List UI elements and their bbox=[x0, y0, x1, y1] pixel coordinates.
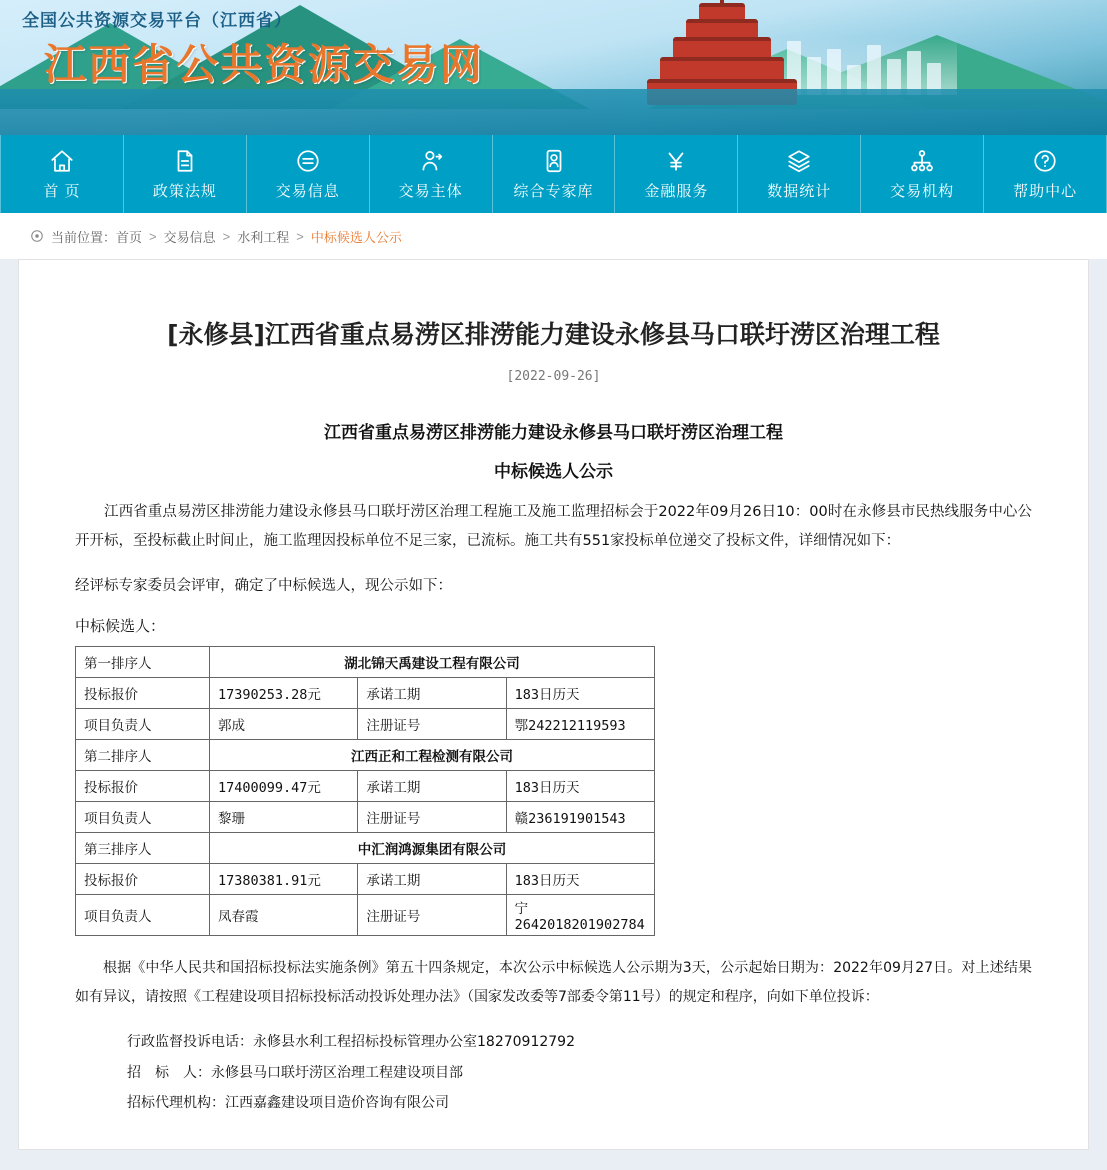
site-banner bbox=[0, 0, 1107, 135]
price-value: 17400099.47元 bbox=[210, 771, 358, 802]
content-wrapper bbox=[0, 259, 1107, 1170]
company-name: 中汇润鸿源集团有限公司 bbox=[210, 833, 655, 864]
main-navigation bbox=[0, 135, 1107, 213]
breadcrumb-item-home[interactable]: 首页 bbox=[116, 229, 143, 245]
home-icon bbox=[49, 148, 75, 174]
manager-label: 项目负责人 bbox=[76, 895, 210, 936]
nav-label: 交易信息 bbox=[275, 182, 340, 200]
publish-date: [2022-09-26] bbox=[506, 368, 601, 384]
duration-value: 183日历天 bbox=[506, 678, 654, 709]
site-title: 江西省公共资源交易网 bbox=[44, 40, 485, 89]
document-subtitle-project: 江西省重点易涝区排涝能力建设永修县马口联圩涝区治理工程 bbox=[324, 422, 783, 443]
contact-value: 江西嘉鑫建设项目造价咨询有限公司 bbox=[225, 1095, 449, 1112]
duration-label: 承诺工期 bbox=[358, 771, 506, 802]
company-name: 江西正和工程检测有限公司 bbox=[210, 740, 655, 771]
nav-label: 首 页 bbox=[43, 182, 81, 200]
breadcrumb bbox=[0, 213, 1107, 259]
cert-label: 注册证号 bbox=[358, 709, 506, 740]
duration-label: 承诺工期 bbox=[358, 864, 506, 895]
price-value: 17390253.28元 bbox=[210, 678, 358, 709]
nav-label: 帮助中心 bbox=[1013, 182, 1078, 200]
contact-value: 永修县水利工程招标投标管理办公室18270912792 bbox=[253, 1033, 575, 1050]
table-row bbox=[76, 678, 655, 709]
manager-label: 项目负责人 bbox=[76, 709, 210, 740]
contact-tenderer bbox=[75, 1058, 1032, 1089]
table-row bbox=[76, 895, 655, 936]
platform-label: 全国公共资源交易平台（江西省） bbox=[22, 11, 292, 31]
paragraph-review: 经评标专家委员会评审，确定了中标候选人，现公示如下： bbox=[75, 577, 452, 594]
price-label: 投标报价 bbox=[76, 771, 210, 802]
rank-label: 第二排序人 bbox=[76, 740, 210, 771]
contact-supervision bbox=[75, 1027, 1032, 1058]
page-title: [永修县]江西省重点易涝区排涝能力建设永修县马口联圩涝区治理工程 bbox=[167, 319, 940, 349]
contact-value: 永修县马口联圩涝区治理工程建设项目部 bbox=[211, 1064, 463, 1081]
nav-item-agency[interactable] bbox=[861, 135, 984, 213]
nav-item-home[interactable] bbox=[0, 135, 124, 213]
cert-value: 赣236191901543 bbox=[506, 802, 654, 833]
paragraph-regulations: 根据《中华人民共和国招标投标法实施条例》第五十四条规定，本次公示中标候选人公示期为3天，公示起始日期为：2022年09月27日。对上述结果如有异议，请按照《工程建设项目招标投标活动投诉处理办法》（国家发改委等7部委令第11号）的规定和程序，向如下单位投诉： bbox=[75, 960, 1032, 1006]
sitemap-icon bbox=[909, 148, 935, 174]
table-row bbox=[76, 833, 655, 864]
table-row bbox=[76, 740, 655, 771]
nav-item-trade-info[interactable] bbox=[247, 135, 370, 213]
exchange-icon bbox=[295, 148, 321, 174]
breadcrumb-item-trade-info[interactable]: 交易信息 bbox=[163, 229, 216, 245]
nav-label: 政策法规 bbox=[152, 182, 217, 200]
breadcrumb-separator: > bbox=[149, 228, 157, 244]
manager-label: 项目负责人 bbox=[76, 802, 210, 833]
nav-label: 数据统计 bbox=[767, 182, 832, 200]
breadcrumb-current: 中标候选人公示 bbox=[310, 229, 402, 245]
duration-value: 183日历天 bbox=[506, 864, 654, 895]
breadcrumb-separator: > bbox=[222, 228, 231, 244]
table-row bbox=[76, 709, 655, 740]
manager-value: 郭成 bbox=[210, 709, 358, 740]
announcement-card bbox=[18, 259, 1089, 1150]
id-card-icon bbox=[541, 148, 567, 174]
yuan-icon bbox=[663, 148, 689, 174]
layers-icon bbox=[786, 148, 812, 174]
cert-label: 注册证号 bbox=[358, 895, 506, 936]
price-label: 投标报价 bbox=[76, 678, 210, 709]
nav-item-help[interactable] bbox=[984, 135, 1107, 213]
nav-item-finance[interactable] bbox=[615, 135, 738, 213]
rank-label: 第一排序人 bbox=[76, 647, 210, 678]
nav-item-trade-subject[interactable] bbox=[370, 135, 493, 213]
paragraph-opening: 江西省重点易涝区排涝能力建设永修县马口联圩涝区治理工程施工及施工监理招标会于2022年09月26日10：00时在永修县市民热线服务中心公开开标，至投标截止时间止，施工监理因投标单位不足三家，已流标。施工共有551家投标单位递交了投标文件，详细情况如下： bbox=[75, 503, 1032, 549]
nav-label: 交易机构 bbox=[890, 182, 955, 200]
breadcrumb-separator: > bbox=[296, 228, 304, 244]
breadcrumb-item-water-project[interactable]: 水利工程 bbox=[237, 229, 290, 245]
cert-label: 注册证号 bbox=[358, 802, 506, 833]
manager-value: 黎珊 bbox=[210, 802, 358, 833]
nav-item-policy[interactable] bbox=[124, 135, 247, 213]
nav-label: 金融服务 bbox=[644, 182, 709, 200]
nav-label: 综合专家库 bbox=[513, 182, 594, 200]
user-icon bbox=[418, 148, 444, 174]
contact-key: 招 标 人： bbox=[127, 1064, 211, 1081]
duration-label: 承诺工期 bbox=[358, 678, 506, 709]
document-icon bbox=[172, 148, 198, 174]
contact-key: 招标代理机构： bbox=[127, 1095, 225, 1112]
contact-agency bbox=[75, 1088, 1032, 1119]
price-label: 投标报价 bbox=[76, 864, 210, 895]
table-row bbox=[76, 864, 655, 895]
candidates-table bbox=[75, 646, 655, 936]
nav-item-expert-pool[interactable] bbox=[493, 135, 616, 213]
price-value: 17380381.91元 bbox=[210, 864, 358, 895]
location-pin-icon bbox=[30, 229, 44, 243]
banner-water bbox=[0, 89, 1107, 135]
cert-value: 鄂242212119593 bbox=[506, 709, 654, 740]
question-circle-icon bbox=[1032, 148, 1058, 174]
table-row bbox=[76, 802, 655, 833]
table-row bbox=[76, 771, 655, 802]
duration-value: 183日历天 bbox=[506, 771, 654, 802]
candidates-section-label: 中标候选人： bbox=[75, 617, 166, 635]
nav-item-statistics[interactable] bbox=[738, 135, 861, 213]
rank-label: 第三排序人 bbox=[76, 833, 210, 864]
nav-label: 交易主体 bbox=[398, 182, 463, 200]
manager-value: 凤春霞 bbox=[210, 895, 358, 936]
table-row bbox=[76, 647, 655, 678]
document-subtitle-type: 中标候选人公示 bbox=[494, 461, 613, 482]
company-name: 湖北锦天禹建设工程有限公司 bbox=[210, 647, 655, 678]
contact-key: 行政监督投诉电话： bbox=[127, 1033, 253, 1050]
cert-value: 宁2642018201902784 bbox=[506, 895, 654, 936]
breadcrumb-prefix: 当前位置： bbox=[51, 229, 117, 245]
